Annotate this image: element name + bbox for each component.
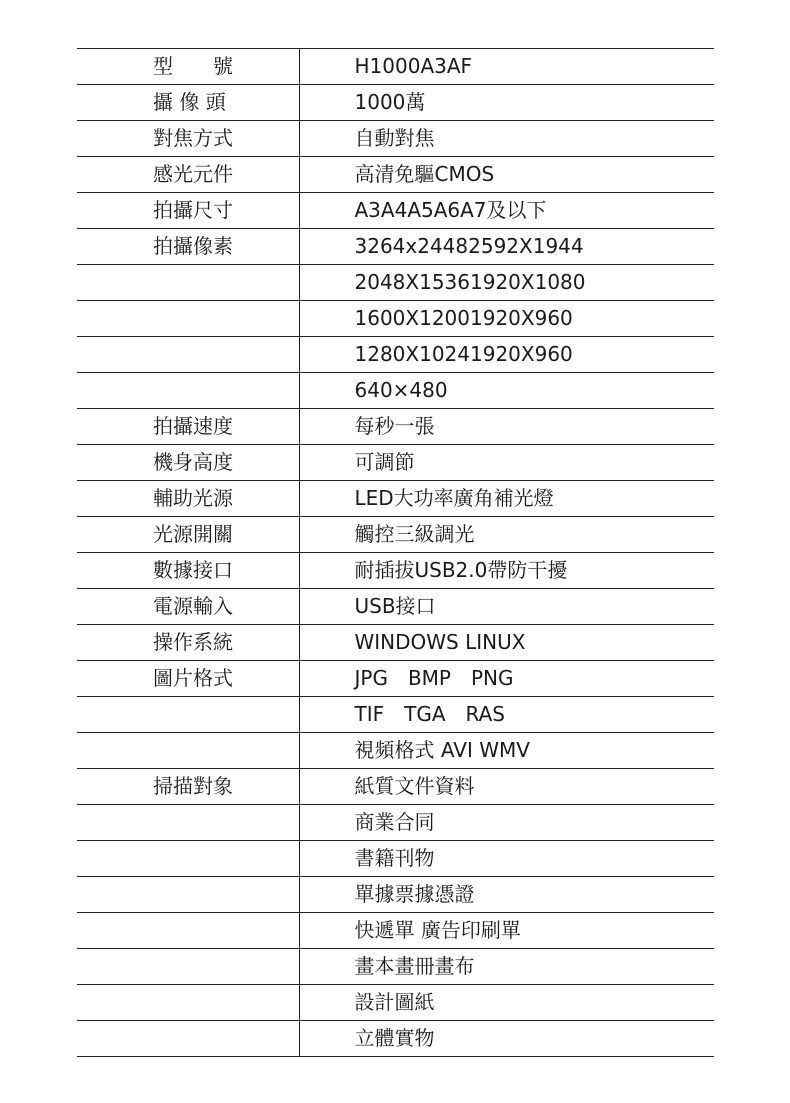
table-row <box>77 337 714 373</box>
spec-label-cell: 攝 像 頭 <box>77 85 299 121</box>
spec-label-cell <box>77 841 299 877</box>
table-row <box>77 445 714 481</box>
spec-value-cell: 2048X15361920X1080 <box>299 265 714 301</box>
spec-label-cell: 拍攝尺寸 <box>77 193 299 229</box>
table-row <box>77 85 714 121</box>
spec-value-cell: A3A4A5A6A7及以下 <box>299 193 714 229</box>
spec-value-cell: 可調節 <box>299 445 714 481</box>
spec-value-cell: 紙質文件資料 <box>299 769 714 805</box>
spec-value-cell: 高清免驅CMOS <box>299 157 714 193</box>
spec-label-cell <box>77 733 299 769</box>
table-row <box>77 121 714 157</box>
spec-label-cell <box>77 697 299 733</box>
spec-value-cell: 3264x24482592X1944 <box>299 229 714 265</box>
spec-label-cell: 輔助光源 <box>77 481 299 517</box>
spec-label-cell <box>77 913 299 949</box>
spec-label-cell: 機身高度 <box>77 445 299 481</box>
spec-value-cell: 快遞單 廣告印刷單 <box>299 913 714 949</box>
table-row <box>77 517 714 553</box>
spec-value-cell: 每秒一張 <box>299 409 714 445</box>
spec-value-cell: JPG BMP PNG <box>299 661 714 697</box>
spec-value-cell: 耐插拔USB2.0帶防干擾 <box>299 553 714 589</box>
spec-label-cell <box>77 373 299 409</box>
spec-label-cell: 電源輸入 <box>77 589 299 625</box>
spec-value-cell: 1280X10241920X960 <box>299 337 714 373</box>
spec-value-cell: 自動對焦 <box>299 121 714 157</box>
spec-label-cell: 數據接口 <box>77 553 299 589</box>
spec-label-cell: 型 號 <box>77 49 299 85</box>
spec-value-cell: 畫本畫冊畫布 <box>299 949 714 985</box>
spec-value-cell: WINDOWS LINUX <box>299 625 714 661</box>
spec-value-cell: 商業合同 <box>299 805 714 841</box>
spec-label-cell: 圖片格式 <box>77 661 299 697</box>
table-row <box>77 409 714 445</box>
table-row <box>77 193 714 229</box>
table-row <box>77 553 714 589</box>
table-row <box>77 949 714 985</box>
table-row <box>77 1021 714 1057</box>
spec-value-cell: 視頻格式 AVI WMV <box>299 733 714 769</box>
table-row <box>77 661 714 697</box>
table-row <box>77 301 714 337</box>
spec-label-cell: 拍攝速度 <box>77 409 299 445</box>
table-row <box>77 589 714 625</box>
spec-value-cell: USB接口 <box>299 589 714 625</box>
spec-label-cell: 操作系統 <box>77 625 299 661</box>
spec-value-cell: 單據票據憑證 <box>299 877 714 913</box>
spec-value-cell: 書籍刊物 <box>299 841 714 877</box>
table-row <box>77 841 714 877</box>
spec-label-cell <box>77 265 299 301</box>
table-row <box>77 49 714 85</box>
spec-value-cell: 640×480 <box>299 373 714 409</box>
table-row <box>77 733 714 769</box>
spec-label-cell: 掃描對象 <box>77 769 299 805</box>
spec-label-cell <box>77 949 299 985</box>
spec-label-cell <box>77 985 299 1021</box>
table-row <box>77 913 714 949</box>
spec-value-cell: LED大功率廣角補光燈 <box>299 481 714 517</box>
table-row <box>77 229 714 265</box>
spec-value-cell: H1000A3AF <box>299 49 714 85</box>
table-row <box>77 985 714 1021</box>
spec-value-cell: 1600X12001920X960 <box>299 301 714 337</box>
table-row <box>77 625 714 661</box>
spec-value-cell: 觸控三級調光 <box>299 517 714 553</box>
table-row <box>77 769 714 805</box>
table-row <box>77 697 714 733</box>
spec-value-cell: 立體實物 <box>299 1021 714 1057</box>
spec-label-cell <box>77 301 299 337</box>
table-row <box>77 265 714 301</box>
spec-table <box>77 48 714 1057</box>
table-row <box>77 373 714 409</box>
table-row <box>77 157 714 193</box>
table-row <box>77 805 714 841</box>
spec-label-cell <box>77 337 299 373</box>
spec-label-cell: 拍攝像素 <box>77 229 299 265</box>
spec-label-cell <box>77 805 299 841</box>
spec-label-cell: 感光元件 <box>77 157 299 193</box>
spec-label-cell <box>77 1021 299 1057</box>
table-row <box>77 481 714 517</box>
spec-label-cell <box>77 877 299 913</box>
spec-value-cell: TIF TGA RAS <box>299 697 714 733</box>
table-row <box>77 877 714 913</box>
spec-value-cell: 設計圖紙 <box>299 985 714 1021</box>
spec-label-cell: 對焦方式 <box>77 121 299 157</box>
spec-label-cell: 光源開關 <box>77 517 299 553</box>
spec-value-cell: 1000萬 <box>299 85 714 121</box>
spec-table-body <box>77 49 714 1057</box>
